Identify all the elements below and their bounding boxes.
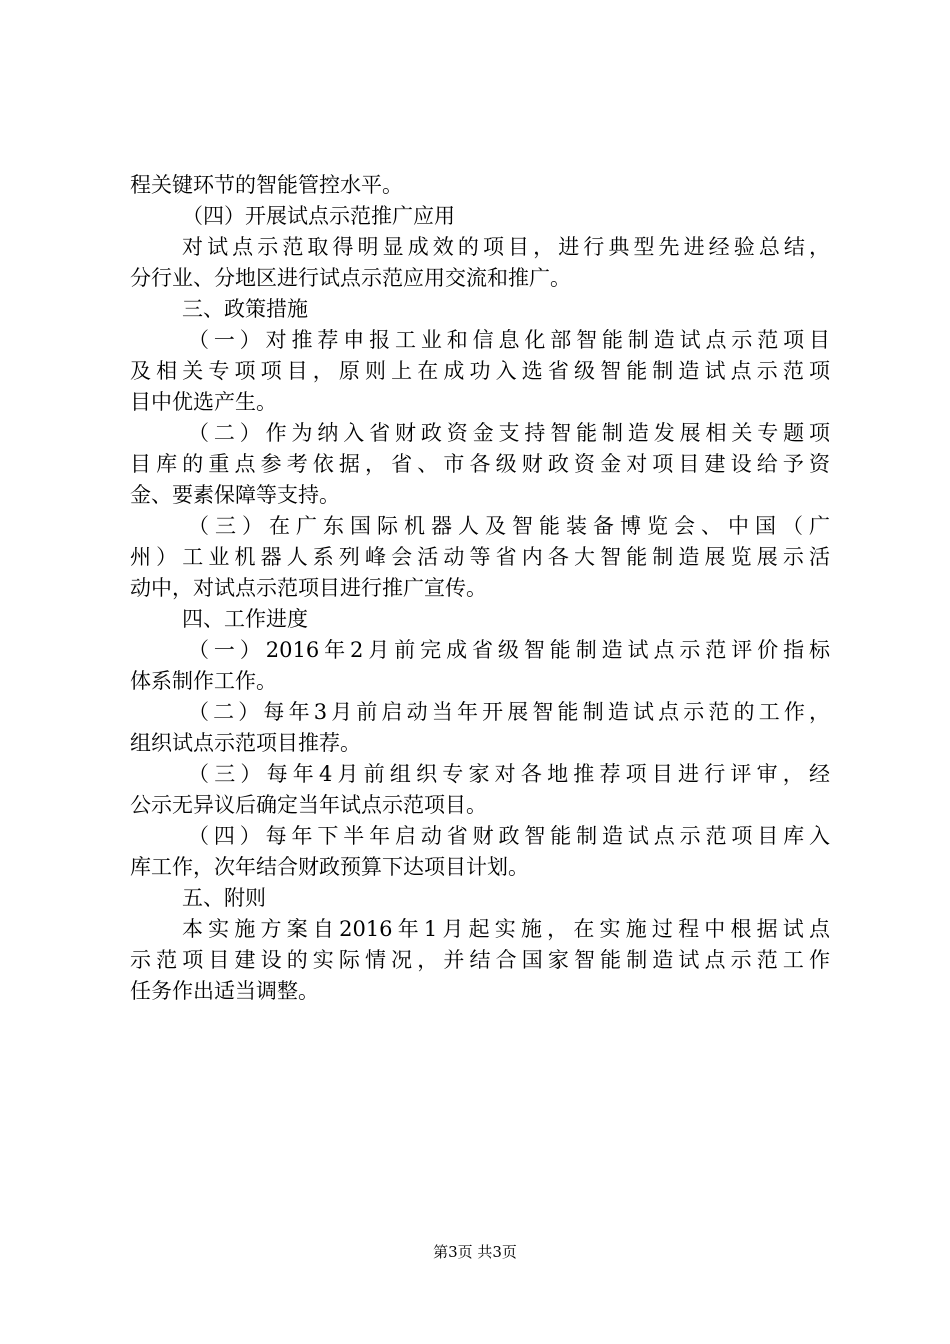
paragraph-line: 组织试点示范项目推荐。 — [130, 731, 361, 755]
paragraph-line: 本实施方案自2016年1月起实施，在实施过程中根据试点 — [182, 917, 830, 941]
paragraph-line: （一）对推荐申报工业和信息化部智能制造试点示范项目 — [188, 328, 830, 352]
document-body — [130, 170, 830, 1007]
paragraph-line: 程关键环节的智能管控水平。 — [130, 173, 403, 197]
paragraph-line: （一）2016年2月前完成省级智能制造试点示范评价指标 — [188, 638, 830, 662]
paragraph-line: （三）每年4月前组织专家对各地推荐项目进行评审，经 — [188, 762, 830, 786]
section-heading: 五、附则 — [182, 886, 266, 910]
paragraph-line: 库工作，次年结合财政预算下达项目计划。 — [130, 855, 529, 879]
paragraph-line: 公示无异议后确定当年试点示范项目。 — [130, 793, 487, 817]
paragraph-line: 动中，对试点示范项目进行推广宣传。 — [130, 576, 487, 600]
paragraph-line: 任务作出适当调整。 — [130, 979, 319, 1003]
paragraph-line: （三）在广东国际机器人及智能装备博览会、中国（广 — [188, 514, 830, 538]
paragraph-line: 金、要素保障等支持。 — [130, 483, 340, 507]
paragraph-line: （二）每年3月前启动当年开展智能制造试点示范的工作， — [188, 700, 830, 724]
paragraph-line: 及相关专项项目，原则上在成功入选省级智能制造试点示范项 — [130, 359, 830, 383]
page-number: 第3页 共3页 — [433, 1243, 517, 1261]
page-footer — [0, 1241, 950, 1263]
paragraph-line: （四）每年下半年启动省财政智能制造试点示范项目库入 — [188, 824, 830, 848]
paragraph-line: 体系制作工作。 — [130, 669, 277, 693]
section-heading: 三、政策措施 — [182, 297, 308, 321]
paragraph-line: 州）工业机器人系列峰会活动等省内各大智能制造展览展示活 — [130, 545, 830, 569]
paragraph-line: 目库的重点参考依据，省、市各级财政资金对项目建设给予资 — [130, 452, 830, 476]
paragraph-line: 目中优选产生。 — [130, 390, 277, 414]
section-heading: 四、工作进度 — [182, 607, 308, 631]
paragraph-line: 对试点示范取得明显成效的项目，进行典型先进经验总结， — [182, 235, 830, 259]
paragraph-line: 示范项目建设的实际情况，并结合国家智能制造试点示范工作 — [130, 948, 830, 972]
paragraph-line: （二）作为纳入省财政资金支持智能制造发展相关专题项 — [188, 421, 830, 445]
paragraph-line: 分行业、分地区进行试点示范应用交流和推广。 — [130, 266, 571, 290]
section-heading: （四）开展试点示范推广应用 — [182, 204, 455, 228]
